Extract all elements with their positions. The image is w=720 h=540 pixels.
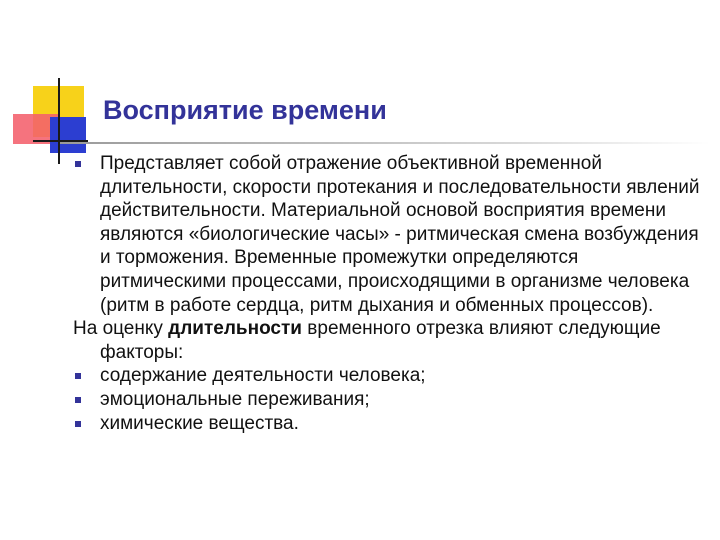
square-bullet-icon [75,397,81,403]
list-item-factor [73,412,703,436]
square-bullet-icon [75,373,81,379]
intro-text: Представляет собой отражение объективной временной длительности, скорости протекания и последовательности явлений действительности. Материальной основой восприятия времени являются «биологические часы» - ритмическая смена возбуждения и торможения. Временные промежутки определяются ритмическими процессами, происходящими в организме человека (ритм в работе сердца, ритм дыхания и обменных процессов). [100,153,700,316]
factor-text: эмоциональные переживания; [100,388,370,410]
list-item-factor [73,388,703,412]
slide-body [73,152,703,435]
square-bullet-icon [75,161,81,167]
decor-vertical-line [58,78,60,164]
factor-text: содержание деятельности человека; [100,365,426,387]
factors-suffix: временного отрезка влияют следующие факторы: [100,318,661,363]
decor-blue-square [50,117,86,153]
square-bullet-icon [75,421,81,427]
factors-prefix: На оценку [73,318,169,340]
list-item-factor [73,364,703,388]
factors-bold-term: длительности [168,318,302,340]
factor-text: химические вещества. [100,412,299,434]
factors-paragraph [73,317,703,364]
title-underline [60,142,710,144]
list-item-intro [73,152,703,317]
slide-title: Восприятие времени [103,95,387,125]
